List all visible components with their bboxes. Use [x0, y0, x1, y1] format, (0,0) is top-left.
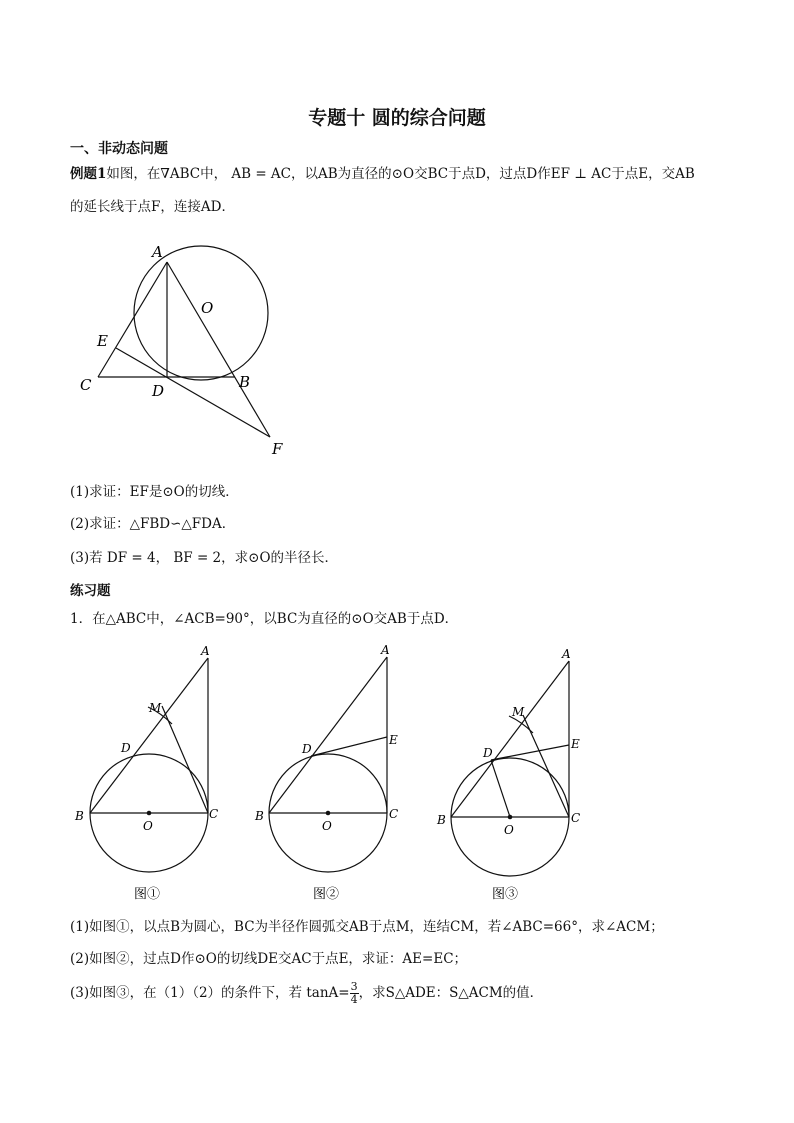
label-a: A [152, 243, 163, 261]
fig1-label-o: O [143, 819, 153, 833]
q3-denominator: 4 [350, 993, 358, 1006]
fig1-label-b: B [75, 809, 84, 823]
q3-suffix: ，求S△ADE：S△ACM的值． [358, 985, 544, 1001]
fig2-label-d: D [302, 742, 312, 756]
fig2-label-a: A [381, 643, 390, 657]
fig3-label-o: O [504, 823, 514, 837]
fig1-label-d: D [121, 741, 131, 755]
fig1-segment-cm [162, 706, 208, 813]
fig2-label-o: O [322, 819, 332, 833]
q3-numerator: 3 [350, 980, 358, 993]
fig3-segment-do [491, 760, 510, 817]
fig3-label-c: C [571, 811, 581, 825]
q3-prefix: (3)如图③，在（1）（2）的条件下，若 tanA= [70, 985, 350, 1001]
label-c: C [80, 376, 92, 394]
label-e: E [97, 332, 108, 350]
figure-3 [436, 647, 580, 902]
q3-fraction [350, 981, 359, 1006]
example1-label: 例题1 [70, 166, 107, 182]
fig2-center-dot [326, 811, 331, 816]
fig1-segment-ba [90, 658, 208, 813]
fig1-center-dot [147, 811, 152, 816]
label-d: D [152, 382, 165, 400]
fig1-label-c: C [209, 807, 219, 821]
fig3-label-b: B [437, 813, 446, 827]
fig3-label-a: A [562, 647, 571, 661]
fig3-caption: 图③ [492, 887, 519, 902]
label-o: O [201, 299, 214, 317]
example1-question-2: (2)求证：△FBD∽△FDA． [70, 516, 236, 532]
fig2-segment-ba [269, 657, 387, 813]
fig1-caption: 图① [134, 887, 161, 902]
practice1-stem: 1．在△ABC中，∠ACB=90°，以BC为直径的⊙O交AB于点D． [70, 611, 459, 627]
fig3-label-m: M [512, 705, 525, 719]
label-b: B [239, 373, 251, 391]
fig2-caption: 图② [313, 887, 340, 902]
practice1-question-1: (1)如图①，以点B为圆心，BC为半径作圆弧交AB于点M，连结CM，若∠ABC=66°，求∠ACM； [70, 919, 664, 935]
fig3-segment-de [491, 745, 569, 760]
fig1-label-a: A [201, 644, 210, 658]
fig2-label-c: C [389, 807, 399, 821]
page-title: 专题十 圆的综合问题 [308, 107, 486, 129]
fig3-center-dot [508, 815, 513, 820]
practice-heading: 练习题 [70, 583, 111, 599]
section-heading-1: 一、非动态问题 [70, 141, 168, 157]
practice1-question-2: (2)如图②，过点D作⊙O的切线DE交AC于点E，求证：AE=EC； [70, 951, 468, 967]
fig2-label-b: B [255, 809, 264, 823]
fig3-label-d: D [483, 746, 493, 760]
example1-question-1: (1)求证：EF是⊙O的切线． [70, 484, 239, 500]
example1-question-3: (3)若 DF = 4， BF = 2，求⊙O的半径长． [70, 550, 339, 566]
figure-1 [74, 644, 218, 902]
figure-2 [254, 643, 398, 902]
example1-line2: 的延长线于点F，连接AD． [70, 199, 235, 215]
practice1-question-3 [70, 978, 543, 1008]
fig3-segment-ba [451, 661, 569, 817]
fig3-label-e: E [571, 737, 580, 751]
example1-text: 如图，在∇ABC中， AB = AC，以AB为直径的⊙O交BC于点D，过点D作EF ⊥ AC于点E，交AB [106, 166, 695, 182]
fig2-label-e: E [389, 733, 398, 747]
fig1-label-m: M [149, 701, 162, 715]
label-f: F [272, 440, 283, 458]
fig2-segment-de [311, 737, 387, 756]
